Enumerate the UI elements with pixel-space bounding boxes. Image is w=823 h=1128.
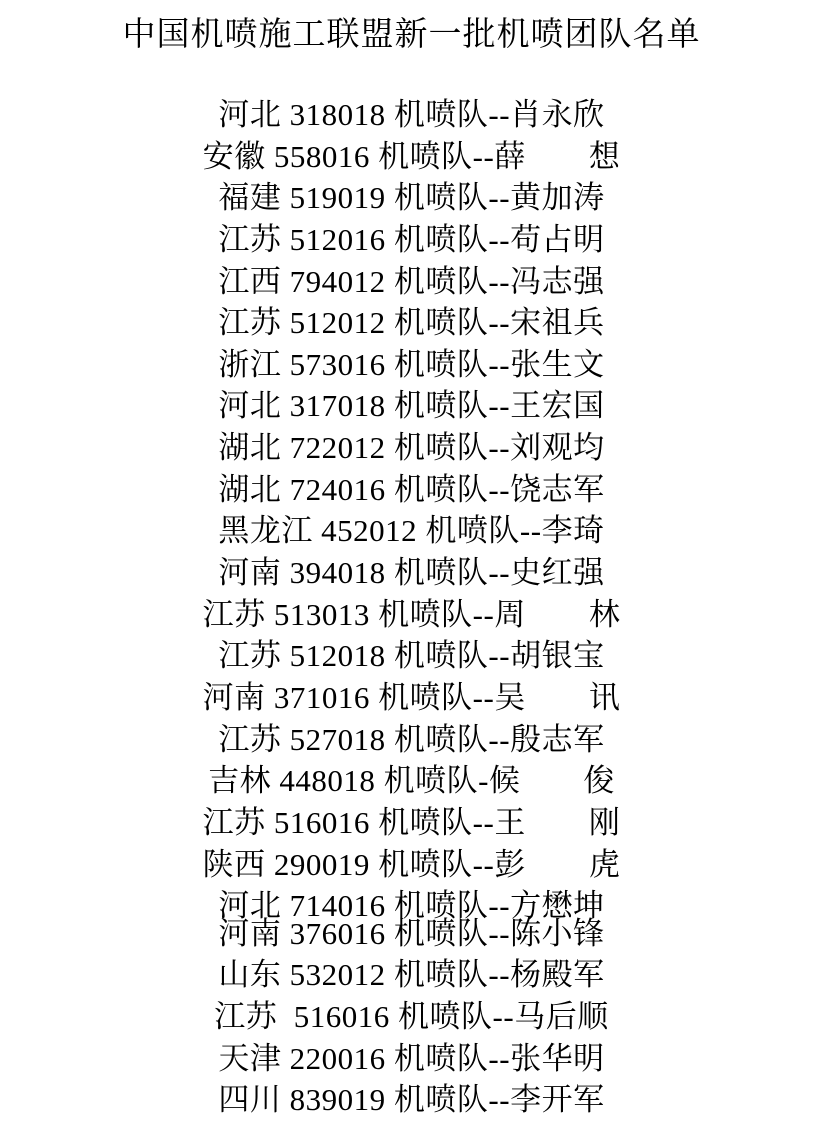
- team-list-item: 吉林 448018 机喷队-候 俊: [208, 763, 615, 799]
- team-list-item: 江苏 512018 机喷队--胡银宝: [218, 638, 605, 674]
- team-list-item: 黑龙江 452012 机喷队--李琦: [218, 513, 605, 549]
- team-list-item: 江苏 512012 机喷队--宋祖兵: [218, 305, 605, 341]
- team-list-item: 河北 318018 机喷队--肖永欣: [218, 97, 605, 132]
- team-list-item: 浙江 573016 机喷队--张生文: [218, 346, 605, 382]
- team-list-item: 江苏 513013 机喷队--周 林: [202, 596, 621, 632]
- team-list-item: 河南 371016 机喷队--吴 讯: [202, 679, 621, 715]
- team-list-item: 河南 376016 机喷队--陈小锋: [218, 915, 605, 951]
- team-list-item: 天津 220016 机喷队--张华明: [218, 1040, 605, 1076]
- team-list-item: 江苏 512016 机喷队--苟占明: [218, 221, 605, 257]
- team-list: [0, 94, 823, 1121]
- team-list-item: 江苏 516016 机喷队--王 刚: [202, 804, 621, 840]
- team-list-item: 河南 394018 机喷队--史红强: [218, 555, 605, 591]
- team-list-item: 安徽 558016 机喷队--薛 想: [202, 138, 621, 174]
- team-list-item: 河北 317018 机喷队--王宏国: [218, 388, 605, 424]
- team-list-item: 福建 519019 机喷队--黄加涛: [218, 180, 605, 216]
- team-list-item: 四川 839019 机喷队--李开军: [218, 1082, 605, 1118]
- team-list-item: 江苏 527018 机喷队--殷志军: [218, 721, 605, 757]
- team-list-item: 湖北 724016 机喷队--饶志军: [218, 471, 605, 507]
- team-list-item: 山东 532012 机喷队--杨殿军: [218, 957, 605, 993]
- team-list-item: 陕西 290019 机喷队--彭 虎: [202, 846, 621, 882]
- team-list-item: 湖北 722012 机喷队--刘观均: [218, 430, 605, 466]
- team-list-item: 河北 714016 机喷队--方懋坤: [218, 888, 605, 924]
- team-list-item: 江西 794012 机喷队--冯志强: [218, 263, 605, 299]
- document-title: 中国机喷施工联盟新一批机喷团队名单: [122, 17, 701, 53]
- team-list-item: 江苏 516016 机喷队--马后顺: [214, 999, 609, 1035]
